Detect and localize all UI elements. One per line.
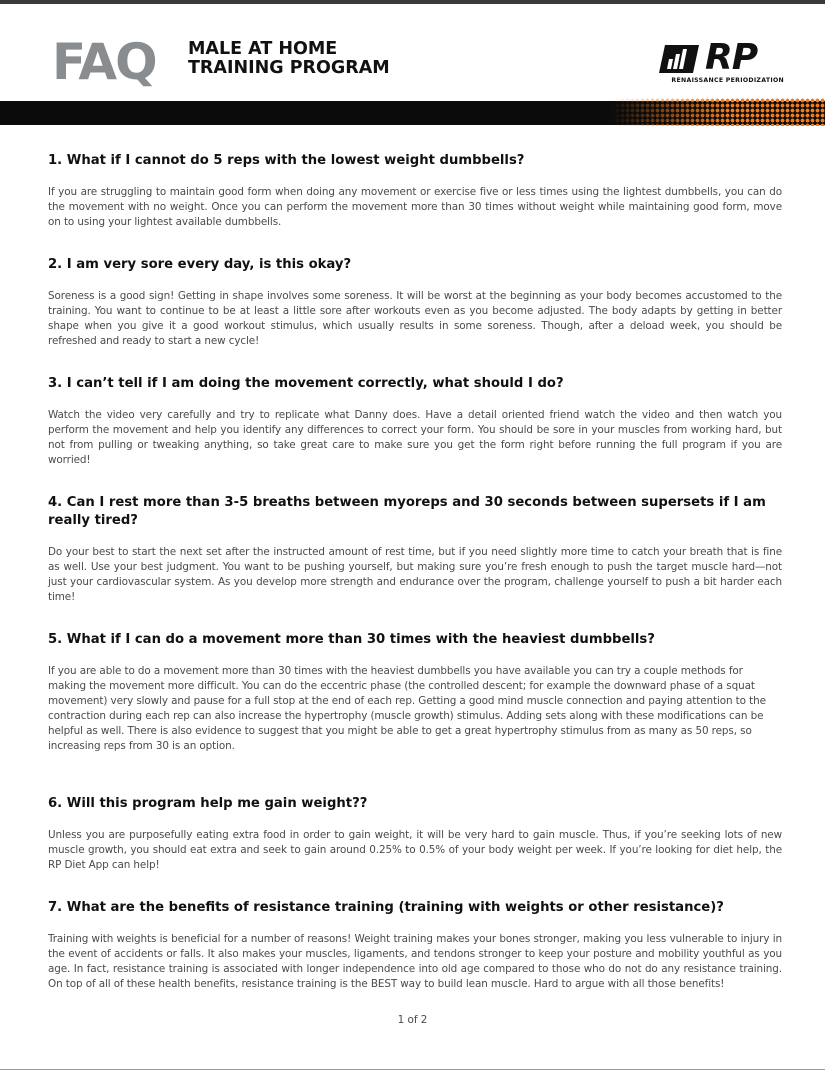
faq-question: 2. I am very sore every day, is this okay? bbox=[48, 257, 352, 272]
faq-question: 5. What if I can do a movement more than 30 times with the heaviest dumbbells? bbox=[48, 632, 655, 647]
program-title bbox=[188, 40, 390, 78]
faq-item-6 bbox=[48, 795, 782, 873]
faq-item-2 bbox=[48, 256, 782, 349]
rp-logo bbox=[654, 37, 784, 88]
faq-question: 3. I can’t tell if I am doing the movement correctly, what should I do? bbox=[48, 376, 564, 391]
faq-item-7 bbox=[48, 899, 782, 992]
rp-logo-wordmark: RP bbox=[705, 37, 758, 78]
rp-logo-subtitle: RENAISSANCE PERIODIZATION bbox=[671, 77, 784, 84]
bottom-rule bbox=[0, 1069, 825, 1070]
faq-answer: Unless you are purposefully eating extra food in order to gain weight, it will be very hard to gain muscle. Thus, if you’re seeking lots of new muscle growth, you should eat extra and seek to gain around 0.25% to 0.5% of your body weight per week. If you’re looking for diet help, the RP Diet App can help! bbox=[48, 829, 782, 871]
faq-question: 4. Can I rest more than 3-5 breaths between myoreps and 30 seconds between supersets if I am really tired? bbox=[48, 495, 766, 528]
faq-answer: If you are able to do a movement more than 30 times with the heaviest dumbbells you have available you can try a couple methods for making the movement more difficult. You can do the eccentric phase (the controlled descent; for example the downward phase of a squat movement) very slowly and pause for a full stop at the end of each rep. Getting a good mind muscle connection and paying attention to the contraction during each rep can also increase the hypertrophy (muscle growth) stimulus. Adding sets along with these modifications can be helpful as well. There is also evidence to suggest that you might be able to get a great hypertrophy stimulus from as many as 50 reps, so increasing reps from 30 is an option. bbox=[48, 665, 766, 752]
faq-item-5 bbox=[48, 631, 782, 754]
faq-item-1 bbox=[48, 152, 782, 230]
faq-answer: Soreness is a good sign! Getting in shape involves some soreness. It will be worst at the beginning as your body becomes accustomed to the training. You want to continue to be at least a little sore after workouts even as you become adjusted. The body adapts by getting in better shape when you give it a good workout stimulus, which usually results in some soreness. Though, after a deload week, you should be refreshed and ready to start a new cycle! bbox=[48, 290, 782, 347]
halftone-pattern bbox=[610, 98, 825, 126]
program-title-line-1: MALE AT HOME bbox=[188, 39, 338, 59]
faq-answer: Training with weights is beneficial for a number of reasons! Weight training makes your bones stronger, making you less vulnerable to injury in the event of accidents or falls. It also makes your muscles, ligaments, and tendons stronger to keep your posture and mobility youthful as you age. In fact, resistance training is associated with longer independence into old age compared to those who do not do any resistance training. On top of all of these health benefits, resistance training is the BEST way to build lean muscle. Hard to argue with all those benefits! bbox=[48, 933, 782, 990]
faq-question: 1. What if I cannot do 5 reps with the lowest weight dumbbells? bbox=[48, 153, 525, 168]
faq-item-3 bbox=[48, 375, 782, 468]
program-title-line-2: TRAINING PROGRAM bbox=[188, 58, 390, 78]
faq-answer: If you are struggling to maintain good form when doing any movement or exercise five or less times using the lightest dumbbells, you can do the movement with no weight. Once you can perform the movement more than 30 times without weight while maintaining good form, move on to using your lightest available dumbbells. bbox=[48, 186, 782, 228]
faq-mark: FAQ bbox=[52, 33, 156, 91]
faq-item-4 bbox=[48, 494, 782, 605]
faq-question: 6. Will this program help me gain weight?? bbox=[48, 796, 368, 811]
faq-answer: Watch the video very carefully and try to replicate what Danny does. Have a detail oriented friend watch the video and then watch you perform the movement and help you identify any differences to correct your form. You should be sore in your muscles from working hard, but not from pulling or tweaking anything, so take great care to make sure you get the form right before running the full program if you are worried! bbox=[48, 409, 782, 466]
top-rule bbox=[0, 0, 825, 4]
faq-question: 7. What are the benefits of resistance training (training with weights or other resistance)? bbox=[48, 900, 724, 915]
faq-answer: Do your best to start the next set after the instructed amount of rest time, but if you need slightly more time to catch your breath that is fine as well. Use your best judgment. You want to be pushing yourself, but making sure you’re fresh enough to push the target muscle hard—not just your cardiovascular system. As you develop more strength and endurance over the program, challenge yourself to push a bit harder each time! bbox=[48, 546, 782, 603]
page-number: 1 of 2 bbox=[397, 1014, 428, 1026]
